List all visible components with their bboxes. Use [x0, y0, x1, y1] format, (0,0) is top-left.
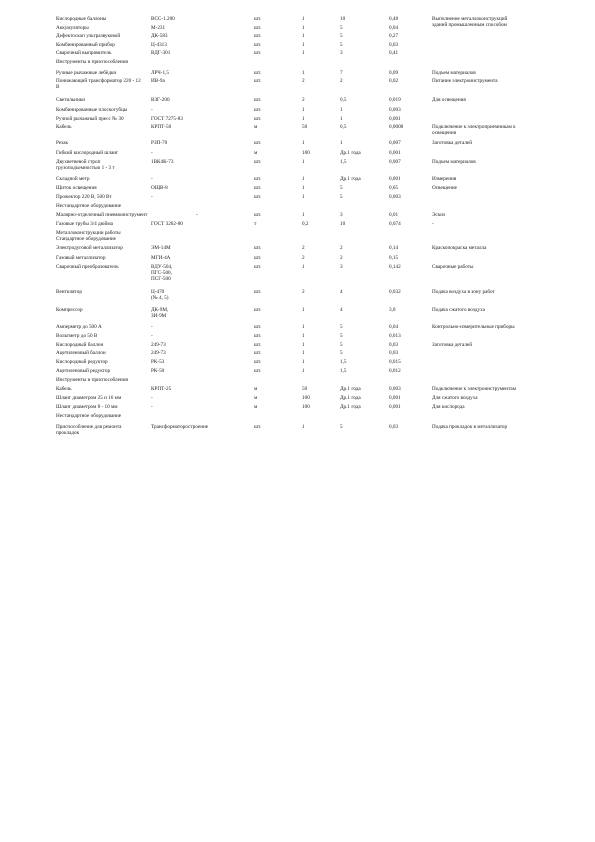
table-row	[56, 424, 542, 438]
table-row	[56, 176, 542, 185]
item-unit: шт.	[254, 176, 262, 182]
item-unit: шт.	[254, 212, 262, 218]
item-hours: 3	[340, 263, 343, 270]
item-note: Контрольно-измерительные приборы	[432, 323, 515, 330]
item-rate: 0,001	[389, 176, 401, 182]
item-model: ВДГ-301	[151, 50, 171, 56]
item-note: Подача прокладок в металлизатор	[432, 423, 508, 430]
item-name: Прожектор 220 В, 500 Вт	[56, 194, 112, 200]
item-model: -	[196, 212, 198, 218]
item-rate: 0,04	[389, 323, 399, 330]
section-heading-row	[56, 230, 542, 245]
item-rate: 0,012	[389, 367, 401, 374]
table-row	[56, 116, 542, 125]
item-rate: 0,14	[389, 245, 399, 251]
item-name: Газовые трубы 3/4 дюйма	[56, 221, 113, 227]
item-note: Выполнение металлоконструкций зданий промышленным способом	[432, 16, 508, 28]
item-hours: 5	[340, 423, 343, 430]
item-rate: 0,001	[389, 403, 401, 410]
item-name: Сварочный выпрямитель	[56, 50, 112, 56]
item-hours: Др.1 года	[340, 150, 361, 156]
item-qty: 1	[302, 107, 305, 113]
item-rate: 0,03	[389, 350, 399, 356]
item-qty: 2	[302, 288, 305, 295]
item-qty: 1	[302, 185, 305, 191]
item-name: Вентилятор	[56, 288, 82, 295]
item-qty: 100	[302, 403, 310, 410]
item-rate: 0,03	[389, 341, 399, 348]
item-qty: 2	[302, 245, 305, 251]
item-rate: 0,27	[389, 33, 399, 39]
equipment-table	[56, 16, 542, 438]
table-row	[56, 25, 542, 34]
item-qty: 1	[302, 194, 305, 200]
item-note: Измерения	[432, 176, 457, 182]
item-unit: шт.	[254, 263, 262, 270]
item-unit: шт.	[254, 194, 262, 200]
item-hours: 2	[340, 254, 343, 261]
item-name: Резак	[56, 140, 69, 146]
table-row	[56, 350, 542, 359]
item-qty: 1	[302, 358, 305, 365]
item-hours: 0,5	[340, 124, 347, 130]
item-unit: м	[254, 394, 258, 401]
item-rate: 0,05	[389, 185, 399, 191]
table-row	[56, 404, 542, 413]
item-name: Щиток освещения	[56, 185, 97, 191]
item-name: Кабель	[56, 385, 72, 392]
section-heading: Инструменты и приспособления	[56, 58, 128, 65]
item-model: 1ВК4К-73	[151, 159, 174, 165]
table-row	[56, 194, 542, 203]
item-unit: шт.	[254, 323, 262, 330]
table-row	[56, 289, 542, 307]
item-hours: 7	[340, 69, 343, 76]
item-hours: 3	[340, 50, 343, 56]
item-rate: 0,03	[389, 41, 399, 48]
table-row	[56, 307, 542, 324]
item-note: Краскопокраска металла	[432, 245, 487, 251]
item-unit: шт.	[254, 33, 262, 39]
item-unit: шт.	[254, 16, 262, 22]
item-hours: Др.1 года	[340, 403, 361, 410]
section-heading: Нестандартное оборудование	[56, 203, 122, 209]
item-model: ИВ-9а	[151, 78, 165, 84]
item-unit: шт.	[254, 159, 262, 165]
item-model: ДК-9М, ЗИ-9М	[151, 306, 169, 319]
item-note: Подъем материалов	[432, 69, 476, 76]
table-row	[56, 368, 542, 377]
item-name: Кислородные баллоны	[56, 16, 107, 22]
item-note: Заготовка деталей	[432, 341, 472, 348]
item-rate: 0,003	[389, 194, 401, 200]
item-model: Ц-4313	[151, 41, 167, 48]
table-row	[56, 212, 542, 221]
item-note: Сварочные работы	[432, 263, 474, 270]
item-name: Малярно-отделочный пневмоинструмент	[56, 212, 148, 218]
item-qty: 1	[302, 24, 305, 31]
item-note: Эскиз	[432, 212, 446, 218]
item-hours: 4	[340, 306, 343, 313]
item-rate: 0,0008	[389, 124, 404, 130]
item-qty: 1	[302, 115, 305, 122]
item-rate: 0,015	[389, 358, 401, 365]
item-model: РЗП-70	[151, 140, 168, 146]
section-heading: Нестандартное оборудование	[56, 412, 122, 419]
item-qty: 1	[302, 69, 305, 76]
item-rate: 0,48	[389, 16, 399, 22]
section-heading: Металлоконструкции работы Стандартное оборудование	[56, 230, 121, 242]
item-rate: 0,007	[389, 140, 401, 146]
item-rate: 0,003	[389, 107, 401, 113]
item-unit: шт.	[254, 50, 262, 56]
item-name: Ацетиленовый редуктор	[56, 367, 111, 374]
item-model: ВДУ-504, ПГС-500, ПСГ-500	[151, 263, 173, 282]
item-rate: 0,15	[389, 254, 399, 261]
table-row	[56, 107, 542, 116]
item-rate: 0,04	[389, 24, 399, 31]
item-model: -	[151, 403, 153, 410]
section-heading-row	[56, 377, 542, 386]
item-model: 249-73	[151, 350, 166, 356]
item-note: Подъем материалов	[432, 159, 476, 165]
table-row	[56, 97, 542, 107]
item-name: Аккумуляторы	[56, 24, 89, 31]
item-model: -	[151, 394, 153, 401]
item-model: МГИ-4А	[151, 254, 171, 261]
item-unit: м	[254, 124, 258, 130]
item-model: М-231	[151, 24, 166, 31]
item-unit: шт.	[254, 115, 262, 122]
item-qty: 2	[302, 254, 305, 261]
item-name: Кабель	[56, 124, 72, 130]
item-unit: шт.	[254, 288, 262, 295]
item-name: Кислородный редуктор	[56, 358, 108, 365]
table-row	[56, 150, 542, 159]
item-rate: 0,02	[389, 78, 399, 84]
item-rate: 0,007	[389, 159, 401, 165]
item-rate: 0,013	[389, 332, 401, 339]
item-name: Сварочный преобразователь	[56, 263, 119, 270]
table-row	[56, 255, 542, 264]
item-unit: м	[254, 403, 258, 410]
item-hours: Др.1 года	[340, 385, 361, 392]
item-rate: 0,03	[389, 423, 399, 430]
item-hours: 10	[340, 221, 346, 227]
item-unit: шт.	[254, 24, 262, 31]
item-hours: 5	[340, 41, 343, 48]
item-rate: 3,0	[389, 306, 396, 313]
item-qty: 100	[302, 150, 310, 156]
item-rate: 0,019	[389, 97, 401, 103]
item-unit: шт.	[254, 107, 262, 113]
table-row	[56, 245, 542, 255]
item-hours: 4	[340, 288, 343, 295]
item-rate: 0,001	[389, 115, 401, 122]
item-note: Для освещения	[432, 97, 466, 103]
item-note: Подключение к электроинструментам	[432, 385, 517, 392]
item-unit: шт.	[254, 245, 262, 251]
item-unit: шт.	[254, 185, 262, 191]
item-unit: м	[254, 150, 258, 156]
item-qty: 50	[302, 385, 308, 392]
item-unit: шт.	[254, 69, 262, 76]
item-qty: 1	[302, 306, 305, 313]
item-model: -	[151, 194, 153, 200]
table-row	[56, 124, 542, 140]
item-model: -	[151, 176, 153, 182]
item-name: Шланг диаметром 25 и 16 мм	[56, 394, 122, 401]
item-qty: 1	[302, 332, 305, 339]
item-model: РК-53	[151, 358, 165, 365]
section-heading: Инструменты и приспособления	[56, 376, 128, 383]
item-name: Ручной рычажный пресс № 30	[56, 115, 124, 122]
table-row	[56, 342, 542, 351]
item-model: КРПТ-25	[151, 385, 172, 392]
item-model: 249-73	[151, 341, 166, 348]
item-rate: 0,41	[389, 50, 399, 56]
item-qty: 1	[302, 350, 305, 356]
item-hours: 2	[340, 245, 343, 251]
item-hours: 10	[340, 16, 346, 22]
item-hours: 5	[340, 194, 343, 200]
item-qty: 2	[302, 97, 305, 103]
item-model: ГОСТ 7275-83	[151, 115, 183, 122]
item-unit: шт.	[254, 367, 262, 374]
table-row	[56, 264, 542, 289]
item-hours: 1,5	[340, 367, 347, 374]
item-rate: 0,001	[389, 150, 401, 156]
item-model: -	[151, 150, 153, 156]
item-note: Заготовка деталей	[432, 140, 472, 146]
item-hours: 5	[340, 323, 343, 330]
item-qty: 1	[302, 263, 305, 270]
item-unit: шт.	[254, 254, 262, 261]
item-unit: шт.	[254, 332, 262, 339]
item-qty: 1	[302, 176, 305, 182]
item-qty: 1	[302, 41, 305, 48]
item-name: Дефектоскоп ультразвуковой	[56, 33, 121, 39]
table-row	[56, 395, 542, 404]
item-hours: 0,5	[340, 97, 347, 103]
item-unit: т	[254, 221, 257, 227]
item-qty: 1	[302, 159, 305, 165]
item-name: Двухветвевой строп грузоподъемностью 1 - 3 т	[56, 159, 115, 171]
item-hours: 5	[340, 332, 343, 339]
item-unit: шт.	[254, 306, 262, 313]
item-rate: 0,003	[389, 385, 401, 392]
item-note: Для кислорода	[432, 403, 465, 410]
table-row	[56, 50, 542, 59]
item-qty: 1	[302, 212, 305, 218]
table-row	[56, 140, 542, 150]
item-qty: 50	[302, 124, 308, 130]
item-rate: 0,032	[389, 288, 401, 295]
item-hours: 1,5	[340, 358, 347, 365]
item-hours: Др.1 года	[340, 394, 361, 401]
item-qty: 1	[302, 341, 305, 348]
table-row	[56, 324, 542, 333]
item-rate: 0,074	[389, 221, 401, 227]
table-row	[56, 159, 542, 176]
item-hours: 5	[340, 185, 343, 191]
item-name: Ручные рычажные лебёдки	[56, 69, 117, 76]
item-name: Складной метр	[56, 176, 90, 182]
table-row	[56, 386, 542, 395]
item-hours: 2	[340, 78, 343, 84]
item-model: Ц-470 (№ 4, 5)	[151, 288, 169, 301]
item-qty: 2	[302, 78, 305, 84]
item-qty: 1	[302, 16, 305, 22]
item-name: Светильники	[56, 97, 86, 103]
table-row	[56, 42, 542, 51]
item-hours: 3	[340, 212, 343, 218]
item-name: Комбинированные плоскогубцы	[56, 107, 128, 113]
item-hours: 5	[340, 341, 343, 348]
item-model: -	[151, 107, 153, 113]
item-unit: шт.	[254, 350, 262, 356]
item-hours: 1	[340, 115, 343, 122]
item-qty: 100	[302, 394, 310, 401]
item-qty: 1	[302, 140, 305, 146]
item-name: Гибкий кислородный шланг	[56, 150, 119, 156]
item-unit: шт.	[254, 97, 262, 103]
item-model: КРПТ-50	[151, 124, 172, 130]
item-note: Подача воздуха в зону работ	[432, 288, 495, 295]
item-note: Подключение к электроприемникам к освещения	[432, 124, 516, 136]
item-model: РК-50	[151, 367, 165, 374]
item-rate: 0,001	[389, 394, 401, 401]
item-note: Подача сжатого воздуха	[432, 306, 485, 313]
item-model: ДК-583	[151, 33, 168, 39]
item-qty: 0,2	[302, 221, 309, 227]
item-name: Амперметр до 500 А	[56, 323, 102, 330]
item-hours: Др.1 года	[340, 176, 361, 182]
item-name: Комбинированный прибор	[56, 41, 115, 48]
item-name: Понижающий трансформатор 220 - 12 В	[56, 78, 141, 90]
item-rate: 0,142	[389, 263, 401, 270]
section-heading-row	[56, 59, 542, 70]
item-unit: шт.	[254, 140, 262, 146]
item-name: Приспособление для ремонта прокладок	[56, 423, 122, 436]
table-row	[56, 185, 542, 194]
item-unit: шт.	[254, 41, 262, 48]
table-row	[56, 221, 542, 230]
item-rate: 0,01	[389, 212, 399, 218]
item-hours: 5	[340, 33, 343, 39]
item-hours: 1,5	[340, 159, 347, 165]
table-row	[56, 70, 542, 79]
item-unit: шт.	[254, 78, 262, 84]
item-model: ВЗГ-200	[151, 97, 170, 103]
item-model: ОЩВ-8	[151, 185, 168, 191]
item-hours: 1	[340, 107, 343, 113]
item-unit: шт.	[254, 358, 262, 365]
item-qty: 1	[302, 367, 305, 374]
item-name: Электродуговой металлизатор	[56, 245, 123, 251]
item-model: ЛРЧ-1,5	[151, 69, 169, 76]
item-model: Трансформаторостроение	[151, 423, 209, 430]
item-qty: 1	[302, 33, 305, 39]
item-name: Шланг диаметром 8 - 10 мм	[56, 403, 118, 410]
item-name: Компрессор	[56, 306, 83, 313]
item-note: -	[432, 221, 434, 227]
item-name: Ацетиленовый баллон	[56, 350, 106, 356]
item-qty: 1	[302, 323, 305, 330]
item-qty: 1	[302, 50, 305, 56]
item-unit: м	[254, 385, 258, 392]
section-heading-row	[56, 413, 542, 424]
item-hours: 5	[340, 350, 343, 356]
item-unit: шт.	[254, 341, 262, 348]
item-model: -	[151, 332, 153, 339]
item-note: Для сжатого воздуха	[432, 394, 478, 401]
item-rate: 0,09	[389, 69, 399, 76]
section-heading-row	[56, 203, 542, 212]
item-hours: 5	[340, 24, 343, 31]
item-model: ВСС-1.200	[151, 16, 175, 22]
item-note: Освещение	[432, 185, 457, 191]
item-model: ЭМ-14М	[151, 245, 171, 251]
item-name: Вольтметр до 50 В	[56, 332, 98, 339]
table-row	[56, 78, 542, 97]
table-row	[56, 333, 542, 342]
table-row	[56, 33, 542, 42]
item-unit: шт.	[254, 423, 262, 430]
item-hours: 1	[340, 140, 343, 146]
item-model: -	[151, 323, 153, 330]
item-qty: 1	[302, 423, 305, 430]
item-note: Питание электроинструмента	[432, 78, 498, 84]
table-row	[56, 359, 542, 368]
item-name: Кислородный баллон	[56, 341, 104, 348]
item-model: ГОСТ 3262-80	[151, 221, 183, 227]
item-name: Газовый металлизатор	[56, 254, 106, 261]
